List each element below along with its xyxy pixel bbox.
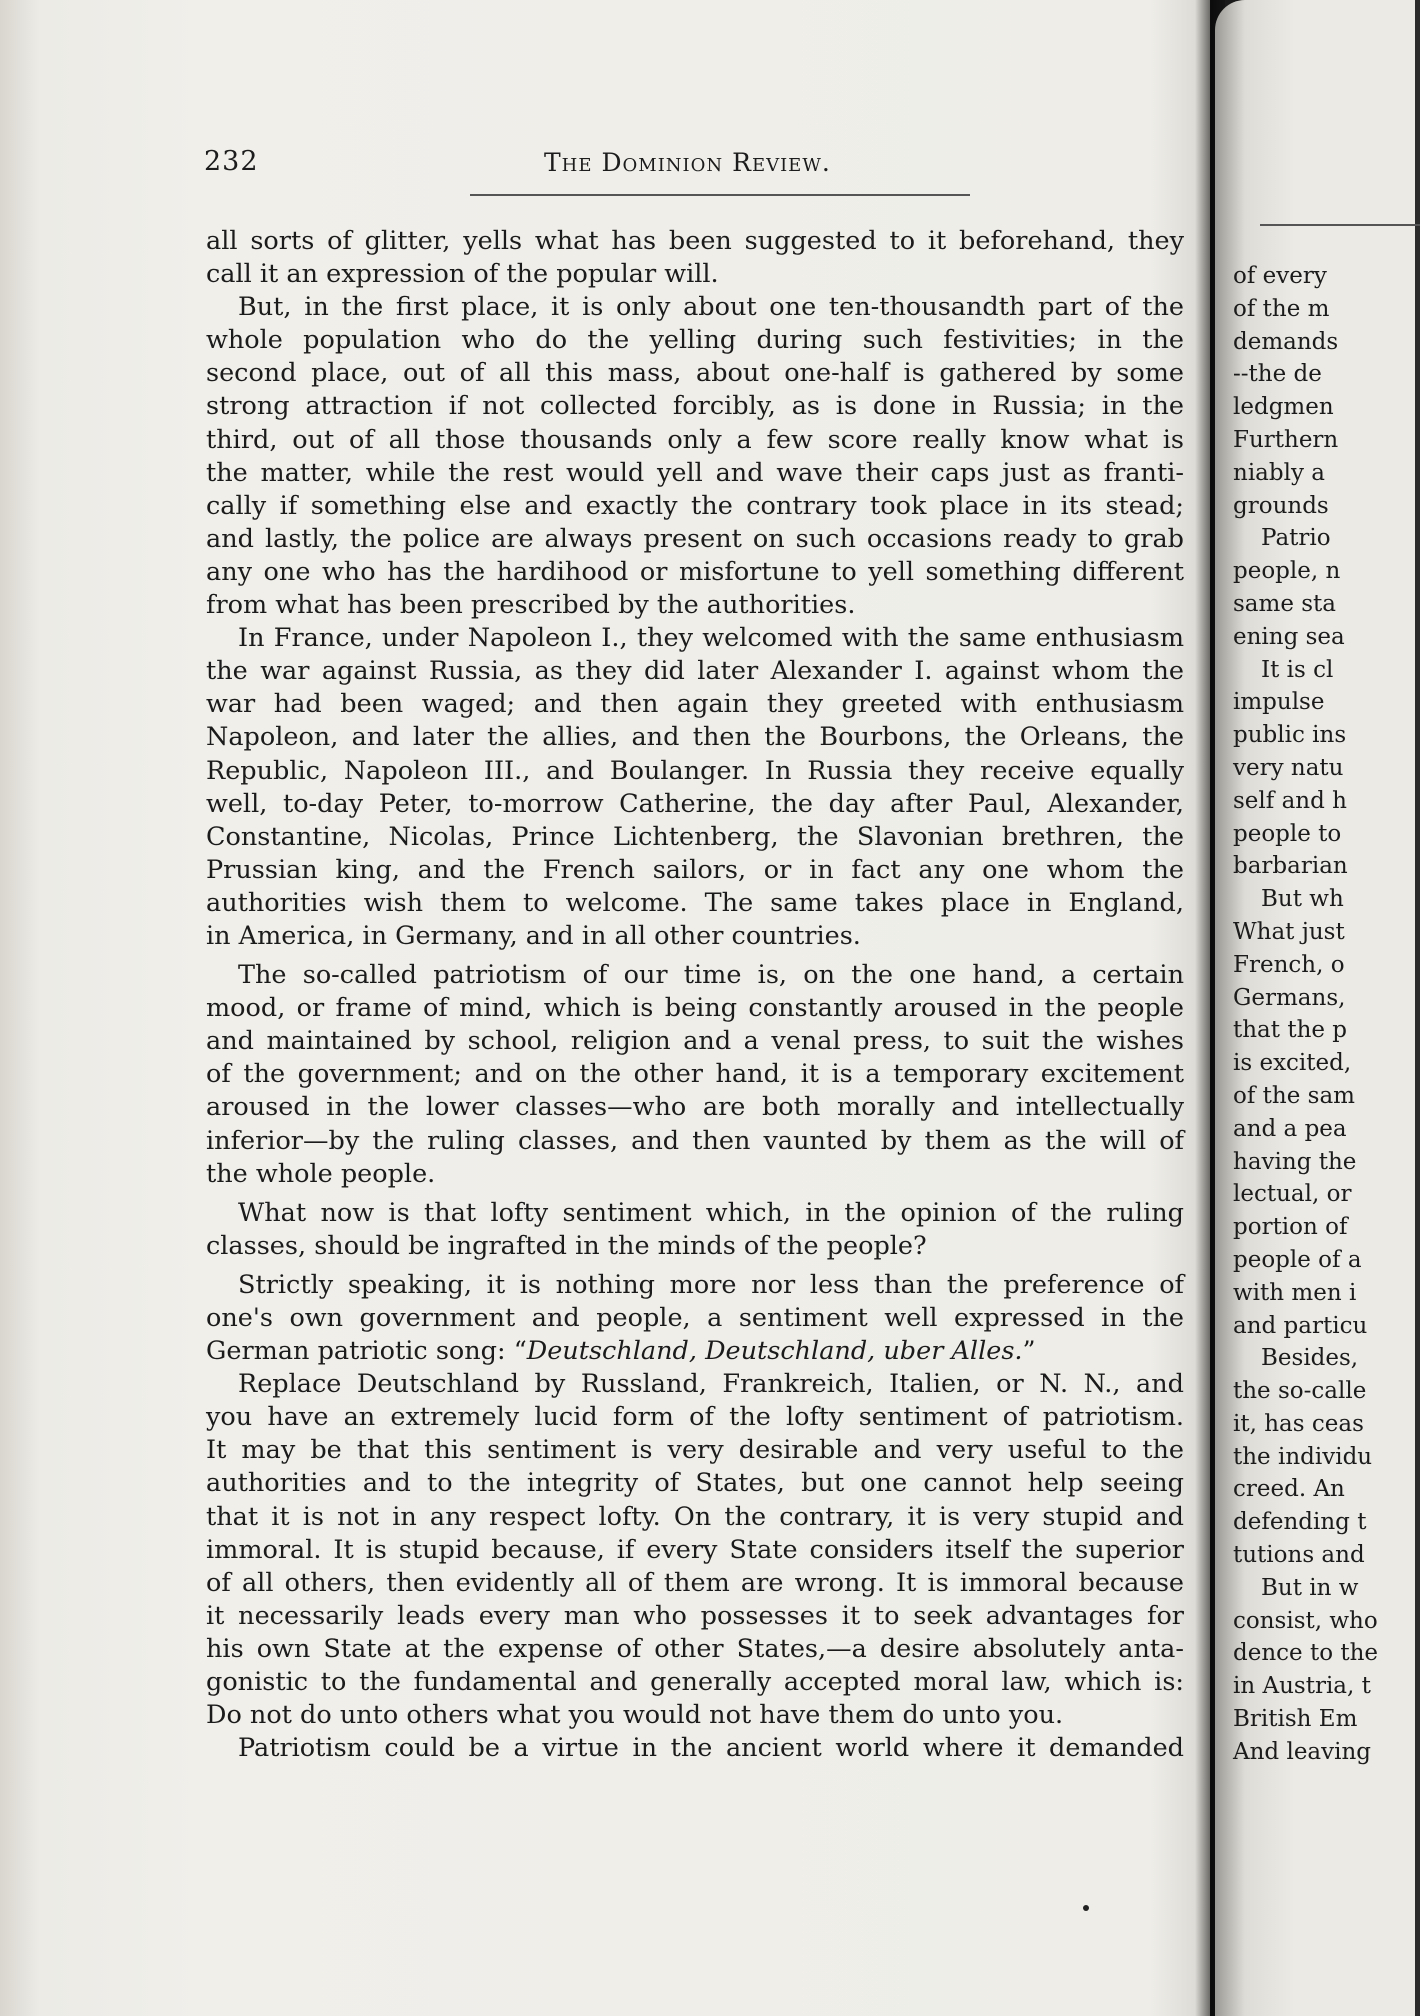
text-line: it, has ceas [1233, 1410, 1364, 1437]
text-line: defending t [1233, 1509, 1367, 1536]
text-line: you have an extremely lucid form of the lofty sentiment of patriotism. [206, 1402, 1184, 1433]
text-line: and a pea [1233, 1115, 1347, 1142]
text-line: ledgmen [1233, 394, 1334, 421]
text-line: Besides, [1261, 1345, 1359, 1372]
text-line: people, n [1233, 558, 1341, 585]
text-line: third, out of all those thousands only a few score really know what is [206, 424, 1184, 455]
text-line: Napoleon, and later the allies, and then the Bourbons, the Orleans, the [206, 722, 1184, 753]
text-line: It is cl [1261, 656, 1334, 683]
text-line: same sta [1233, 590, 1337, 617]
text-line: his own State at the expense of other States,—a desire absolutely anta- [206, 1633, 1184, 1664]
text-line: barbarian [1233, 853, 1348, 880]
text-line: of all others, then evidently all of them are wrong. It is immoral because [206, 1567, 1184, 1598]
quote-close: ” [1022, 1336, 1036, 1367]
text-line: creed. An [1233, 1476, 1345, 1503]
text-line: What now is that lofty sentiment which, in the opinion of the ruling [238, 1197, 1184, 1228]
text-line: classes, should be ingrafted in the minds of the people? [206, 1230, 927, 1261]
text-line: aroused in the lower classes—who are both morally and intellectually [206, 1092, 1184, 1123]
text-line: Furthern [1233, 426, 1339, 453]
text-line: Do not do unto others what you would not have them do unto you. [206, 1700, 1064, 1731]
text-line: Strictly speaking, it is nothing more nor less than the preference of [238, 1269, 1184, 1300]
text-line: cally if something else and exactly the contrary took place in its stead; [206, 490, 1184, 521]
text-line: is excited, [1233, 1050, 1352, 1077]
text-line: war had been waged; and then again they greeted with enthusiasm [206, 689, 1184, 720]
page-number: 232 [204, 146, 259, 177]
text-line: and particu [1233, 1312, 1368, 1339]
text-line: with men i [1233, 1279, 1357, 1306]
text-line: What just [1233, 918, 1345, 945]
text-line: Prussian king, and the French sailors, or in fact any one whom the [206, 854, 1184, 885]
text-line: the whole people. [206, 1158, 436, 1189]
text-line: It may be that this sentiment is very desirable and very useful to the [206, 1435, 1184, 1466]
text-line: Replace Deutschland by Russland, Frankreich, Italien, or N. N., and [238, 1369, 1184, 1400]
right-page-rule [1260, 224, 1420, 226]
body-text [206, 225, 1184, 1765]
text-line: British Em [1233, 1706, 1358, 1733]
text-line: people of a [1233, 1246, 1362, 1273]
text-line: Republic, Napoleon III., and Boulanger. In Russia they receive equally [206, 755, 1184, 786]
text-line: well, to-day Peter, to-morrow Catherine, the day after Paul, Alexander, [206, 788, 1184, 819]
text-line: The so-called patriotism of our time is, on the one hand, a certain [238, 960, 1184, 991]
text-line: that the p [1233, 1017, 1348, 1044]
text-line: that it is not in any respect lofty. On the contrary, it is very stupid and [206, 1501, 1184, 1532]
text-line: impulse [1233, 689, 1325, 716]
dust-speck [1083, 1905, 1089, 1911]
text-line: people to [1233, 820, 1342, 847]
text-line: Constantine, Nicolas, Prince Lichtenberg, the Slavonian brethren, the [206, 821, 1184, 852]
text-line: very natu [1233, 754, 1344, 781]
text-line: inferior—by the ruling classes, and then vaunted by them as the will of [206, 1125, 1184, 1156]
text-line: authorities wish them to welcome. The same takes place in England, [206, 887, 1184, 918]
header-rule [470, 194, 970, 196]
text-line: French, o [1233, 951, 1345, 978]
text-line [206, 1335, 1184, 1368]
text-line: the war against Russia, as they did later Alexander I. against whom the [206, 656, 1184, 687]
text-line: call it an expression of the popular will. [206, 259, 719, 290]
text-line: in Austria, t [1233, 1673, 1371, 1700]
quote-open: German patriotic song: “ [206, 1336, 527, 1367]
text-line: immoral. It is stupid because, if every State considers itself the superior [206, 1534, 1184, 1565]
page-header [204, 146, 1184, 186]
text-line: gonistic to the fundamental and generally accepted moral law, which is: [206, 1667, 1184, 1698]
text-line: ening sea [1233, 623, 1345, 650]
text-line: But, in the first place, it is only about one ten-thousandth part of the [238, 292, 1184, 323]
text-line: authorities and to the integrity of States, but one cannot help seeing [206, 1468, 1184, 1499]
text-line: of the m [1233, 295, 1330, 322]
text-line: strong attraction if not collected forcibly, as is done in Russia; in the [206, 391, 1184, 422]
text-line: But in w [1261, 1574, 1359, 1601]
text-line: portion of [1233, 1214, 1348, 1241]
text-line: whole population who do the yelling during such festivities; in the [206, 325, 1184, 356]
text-line: the so-calle [1233, 1378, 1367, 1405]
text-line: dence to the [1233, 1640, 1379, 1667]
text-line: the individu [1233, 1443, 1373, 1470]
text-line: lectual, or [1233, 1181, 1352, 1208]
text-line: But wh [1261, 886, 1344, 913]
text-line: any one who has the hardihood or misfortune to yell something different [206, 556, 1184, 587]
text-line: consist, who [1233, 1607, 1378, 1634]
right-page-text [1233, 260, 1378, 1769]
text-line: demands [1233, 328, 1339, 355]
text-line: and lastly, the police are always present on such occasions ready to grab [206, 523, 1184, 554]
text-line: having the [1233, 1148, 1357, 1175]
text-line: self and h [1233, 787, 1347, 814]
text-line: mood, or frame of mind, which is being constantly aroused in the people [206, 993, 1184, 1024]
text-line: and maintained by school, religion and a venal press, to suit the wishes [206, 1026, 1184, 1057]
right-page [1215, 0, 1415, 2016]
text-line: of every [1233, 263, 1327, 289]
text-line: And leaving [1233, 1738, 1372, 1765]
text-line: niably a [1233, 459, 1325, 486]
text-line: second place, out of all this mass, about one-half is gathered by some [206, 358, 1184, 389]
text-line: public ins [1233, 722, 1347, 749]
text-line: of the government; and on the other hand, it is a temporary excitement [206, 1059, 1184, 1090]
text-line: In France, under Napoleon I., they welcomed with the same enthusiasm [238, 623, 1184, 654]
text-line: tutions and [1233, 1542, 1365, 1569]
text-line: grounds [1233, 492, 1329, 519]
text-line: in America, in Germany, and in all other countries. [206, 920, 861, 951]
text-line: of the sam [1233, 1082, 1355, 1109]
text-line: Germans, [1233, 984, 1346, 1011]
running-title: The Dominion Review. [544, 148, 831, 177]
text-line: all sorts of glitter, yells what has been suggested to it beforehand, they [206, 226, 1184, 256]
text-line: the matter, while the rest would yell and wave their caps just as franti- [206, 457, 1184, 488]
text-line: it necessarily leads every man who possesses it to seek advantages for [206, 1600, 1184, 1631]
text-line: --the de [1233, 361, 1322, 388]
text-line: one's own government and people, a sentiment well expressed in the [206, 1303, 1184, 1333]
text-line: Patriotism could be a virtue in the ancient world where it demanded [238, 1733, 1184, 1764]
text-line: Patrio [1261, 525, 1331, 552]
song-title: Deutschland, Deutschland, uber Alles. [526, 1336, 1023, 1367]
text-line: from what has been prescribed by the authorities. [206, 590, 856, 621]
